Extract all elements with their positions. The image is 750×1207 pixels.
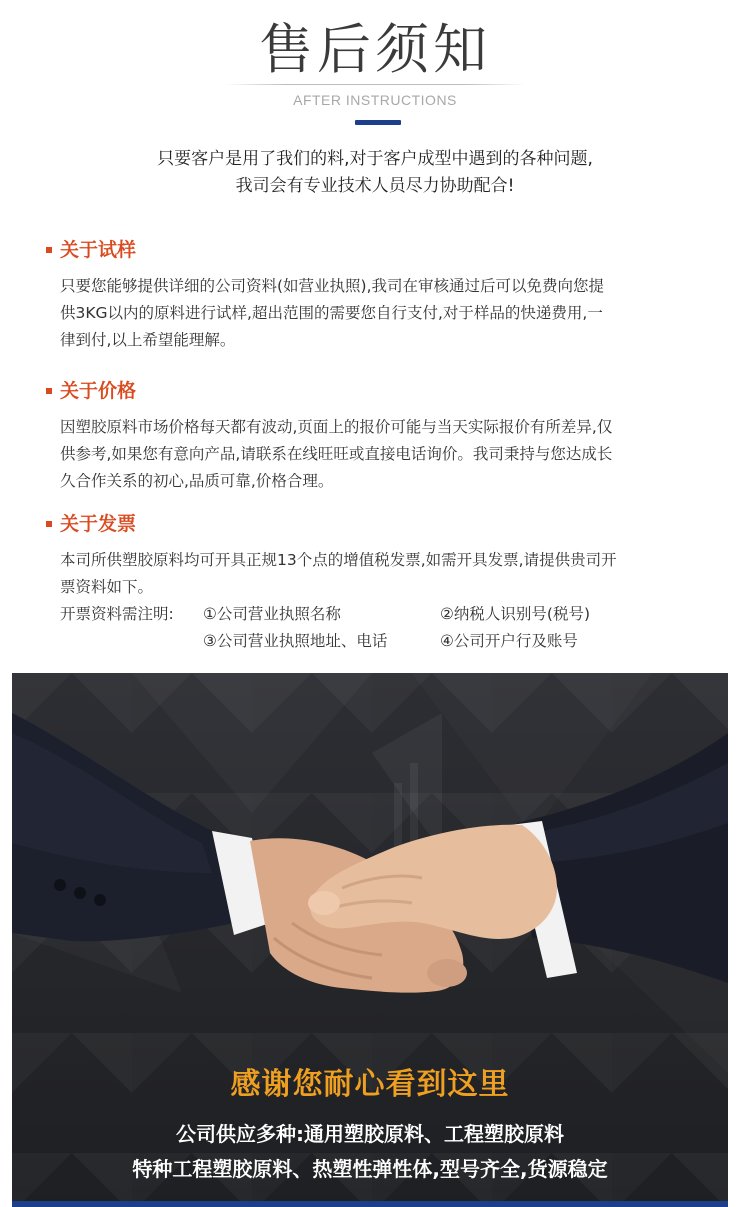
section-heading	[46, 237, 716, 263]
body-line: 供参考,如果您有意向产品,请联系在线旺旺或直接电话询价。我司秉持与您达成长	[60, 445, 613, 463]
section-heading	[46, 378, 716, 404]
bottom-accent-strip	[12, 1201, 728, 1207]
page-subtitle: AFTER INSTRUCTIONS	[293, 92, 457, 108]
invoice-item: ②纳税人识别号(税号)	[440, 605, 590, 623]
supply-line: 特种工程塑胶原料、热塑性弹性体,型号齐全,货源稳定	[132, 1157, 608, 1181]
section-sample	[46, 237, 716, 354]
invoice-item: ④公司开户行及账号	[440, 632, 578, 650]
title-divider	[225, 84, 525, 85]
handshake-banner	[12, 673, 728, 1207]
section-body	[60, 547, 716, 655]
section-heading-label: 关于价格	[60, 380, 137, 402]
square-bullet-icon	[46, 521, 52, 527]
page-header	[0, 0, 750, 130]
body-line: 久合作关系的初心,品质可靠,价格合理。	[60, 472, 334, 490]
section-heading-label: 关于试样	[60, 239, 137, 261]
invoice-items-row	[60, 601, 716, 628]
square-bullet-icon	[46, 247, 52, 253]
invoice-item: ①公司营业执照名称	[203, 605, 341, 623]
section-body	[60, 414, 716, 495]
body-line: 律到付,以上希望能理解。	[60, 331, 236, 349]
page-title: 售后须知	[259, 18, 491, 81]
intro-text	[0, 146, 750, 200]
supply-line: 公司供应多种:通用塑胶原料、工程塑胶原料	[176, 1122, 564, 1146]
square-bullet-icon	[46, 388, 52, 394]
section-invoice	[46, 511, 716, 655]
body-line: 只要您能够提供详细的公司资料(如营业执照),我司在审核通过后可以免费向您提	[60, 277, 605, 295]
body-line: 票资料如下。	[60, 578, 154, 596]
body-line: 供3KG以内的原料进行试样,超出范围的需要您自行支付,对于样品的快递费用,一	[60, 304, 603, 322]
invoice-items-row	[60, 628, 716, 655]
section-heading	[46, 511, 716, 537]
thanks-headline: 感谢您耐心看到这里	[230, 1067, 510, 1102]
title-accent-bar	[355, 120, 401, 125]
section-price	[46, 378, 716, 495]
invoice-note-label: 开票资料需注明:	[60, 605, 174, 623]
intro-line: 只要客户是用了我们的料,对于客户成型中遇到的各种问题,	[157, 149, 593, 169]
section-body	[60, 273, 716, 354]
body-line: 本司所供塑胶原料均可开具正规13个点的增值税发票,如需开具发票,请提供贵司开	[60, 551, 617, 569]
invoice-item: ③公司营业执照地址、电话	[203, 632, 388, 650]
section-heading-label: 关于发票	[60, 513, 137, 535]
intro-line: 我司会有专业技术人员尽力协助配合!	[235, 176, 515, 196]
body-line: 因塑胶原料市场价格每天都有波动,页面上的报价可能与当天实际报价有所差异,仅	[60, 418, 613, 436]
